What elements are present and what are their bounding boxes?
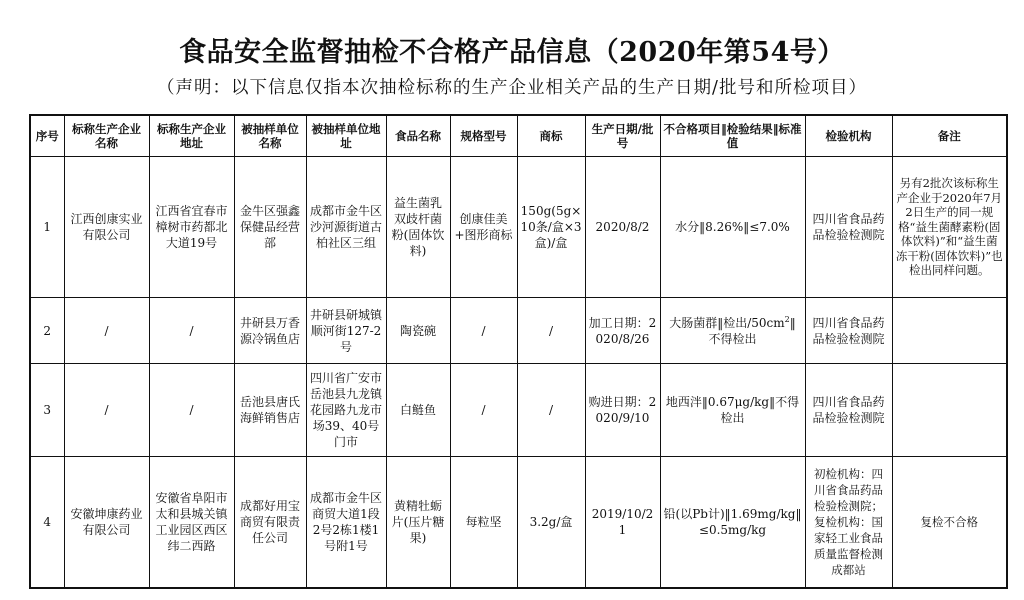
cell-inspection-org: 初检机构：四川省食品药品检验检测院；复检机构：国家轻工业食品质量监督检测成都站 <box>805 457 892 589</box>
cell-no: 2 <box>30 298 64 364</box>
cell-failed-item <box>660 457 805 589</box>
header-note: 备注 <box>892 115 1007 157</box>
header-no: 序号 <box>30 115 64 157</box>
header-row <box>30 115 1007 157</box>
header-spec: 规格型号 <box>450 115 517 157</box>
cell-sampled-unit-address: 四川省广安市岳池县九龙镇花园路九龙市场39、40号门市 <box>306 364 386 457</box>
header-food-name: 食品名称 <box>386 115 450 157</box>
cell-producer-name: 安徽坤康药业有限公司 <box>64 457 149 589</box>
failed-item-standard: ‖不得检出 <box>708 315 796 346</box>
table-row <box>30 298 1007 364</box>
cell-brand: / <box>517 364 585 457</box>
cell-producer-address: 安徽省阜阳市太和县城关镇工业园区西区纬二西路 <box>149 457 234 589</box>
cell-food-name: 陶瓷碗 <box>386 298 450 364</box>
cell-brand: 150g(5g×10条/盒×3盒)/盒 <box>517 157 585 298</box>
cell-no: 3 <box>30 364 64 457</box>
header-producer-address: 标称生产企业地址 <box>149 115 234 157</box>
cell-note: 复检不合格 <box>892 457 1007 589</box>
cell-no: 1 <box>30 157 64 298</box>
cell-failed-item <box>660 364 805 457</box>
header-date-batch: 生产日期/批号 <box>585 115 660 157</box>
cell-no: 4 <box>30 457 64 589</box>
cell-failed-item <box>660 157 805 298</box>
cell-date-batch: 2020/8/2 <box>585 157 660 298</box>
cell-inspection-org: 四川省食品药品检验检测院 <box>805 298 892 364</box>
cell-food-name: 益生菌乳双歧杆菌粉(固体饮料) <box>386 157 450 298</box>
cell-note <box>892 364 1007 457</box>
table-row <box>30 364 1007 457</box>
cell-producer-name: 江西创康实业有限公司 <box>64 157 149 298</box>
cell-sampled-unit-name: 金牛区强鑫保健品经营部 <box>234 157 306 298</box>
header-inspection-org: 检验机构 <box>805 115 892 157</box>
cell-producer-address: 江西省宜春市樟树市药都北大道19号 <box>149 157 234 298</box>
cell-brand: 3.2g/盒 <box>517 457 585 589</box>
cell-failed-item <box>660 298 805 364</box>
cell-date-batch: 购进日期：2020/9/10 <box>585 364 660 457</box>
failed-item-text: 地西泮‖0.67μg/kg‖不得检出 <box>665 395 800 425</box>
cell-brand: / <box>517 298 585 364</box>
cell-note: 另有2批次该标称生产企业于2020年7月2日生产的同一规格“益生菌酵素粉(固体饮料)”和“益生菌冻干粉(固体饮料)”也检出同样问题。 <box>892 157 1007 298</box>
failed-item-text: 大肠菌群‖检出/50cm <box>669 315 785 330</box>
failed-item-text: 水分‖8.26%‖≤7.0% <box>675 220 790 234</box>
failed-item-text: 铅(以Pb计)‖1.69mg/kg‖≤0.5mg/kg <box>663 507 802 537</box>
page-subtitle: （声明：以下信息仅指本次抽检标称的生产企业相关产品的生产日期/批号和所检项目） <box>157 78 867 98</box>
header-producer-name: 标称生产企业名称 <box>64 115 149 157</box>
cell-note <box>892 298 1007 364</box>
cell-food-name: 黄精牡蛎片(压片糖果) <box>386 457 450 589</box>
cell-inspection-org: 四川省食品药品检验检测院 <box>805 364 892 457</box>
header-sampled-unit-name: 被抽样单位名称 <box>234 115 306 157</box>
header-brand: 商标 <box>517 115 585 157</box>
header-failed-item: 不合格项目‖检验结果‖标准值 <box>660 115 805 157</box>
table-row <box>30 157 1007 298</box>
cell-sampled-unit-address: 成都市金牛区沙河源街道古柏社区三组 <box>306 157 386 298</box>
cell-spec: 每粒坚 <box>450 457 517 589</box>
cell-inspection-org: 四川省食品药品检验检测院 <box>805 157 892 298</box>
cell-sampled-unit-name: 成都好用宝商贸有限责任公司 <box>234 457 306 589</box>
cell-sampled-unit-address: 井研县研城镇顺河街127-2号 <box>306 298 386 364</box>
header-sampled-unit-address: 被抽样单位地址 <box>306 115 386 157</box>
cell-sampled-unit-name: 井研县万香源冷锅鱼店 <box>234 298 306 364</box>
cell-spec: 创康佳美+图形商标 <box>450 157 517 298</box>
superscript-exponent: 2 <box>784 314 790 324</box>
cell-sampled-unit-name: 岳池县唐氏海鲜销售店 <box>234 364 306 457</box>
cell-spec: / <box>450 298 517 364</box>
cell-producer-address: / <box>149 298 234 364</box>
cell-producer-name: / <box>64 364 149 457</box>
cell-producer-address: / <box>149 364 234 457</box>
cell-producer-name: / <box>64 298 149 364</box>
cell-date-batch: 加工日期：2020/8/26 <box>585 298 660 364</box>
cell-food-name: 白鲢鱼 <box>386 364 450 457</box>
page-title: 食品安全监督抽检不合格产品信息（2020年第54号） <box>179 37 845 68</box>
unqualified-products-table <box>29 114 1008 589</box>
cell-date-batch: 2019/10/21 <box>585 457 660 589</box>
table-row <box>30 457 1007 589</box>
cell-sampled-unit-address: 成都市金牛区商贸大道1段2号2栋1楼1号附1号 <box>306 457 386 589</box>
cell-spec: / <box>450 364 517 457</box>
